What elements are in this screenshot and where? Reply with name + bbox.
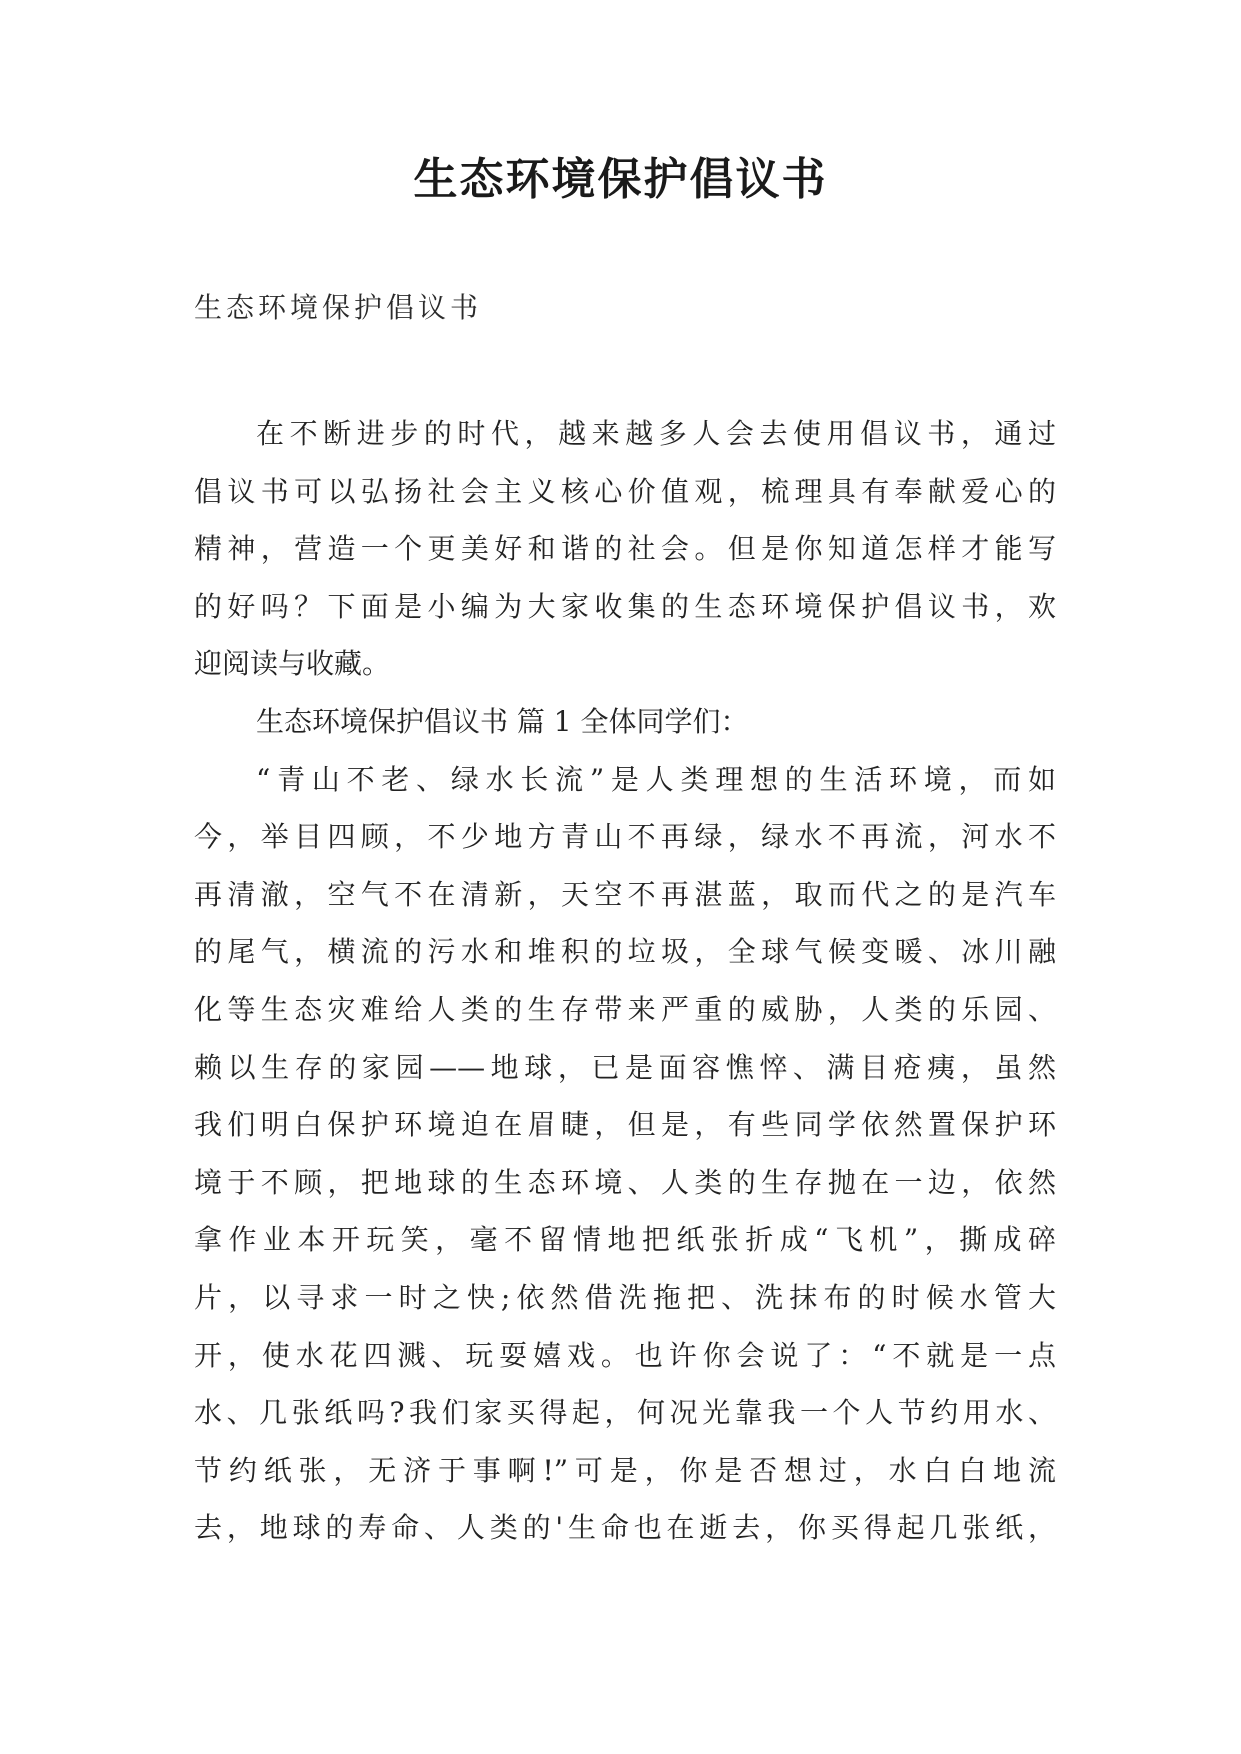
body-line: 水、几张纸吗?我们家买得起，何况光靠我一个人节约用水、 [194,1396,1056,1430]
body-line: 精神，营造一个更美好和谐的社会。但是你知道怎样才能写 [194,532,1056,566]
body-line: 赖以生存的家园——地球，已是面容憔悴、满目疮痍，虽然 [194,1050,1056,1084]
body-line: 的尾气，横流的污水和堆积的垃圾，全球气候变暖、冰川融 [194,935,1056,969]
body-line: 今，举目四顾，不少地方青山不再绿，绿水不再流，河水不 [194,820,1056,854]
body-line: 开，使水花四溅、玩耍嬉戏。也许你会说了：“不就是一点 [194,1338,1056,1372]
body-line: 再清澈，空气不在清新，天空不再湛蓝，取而代之的是汽车 [194,877,1056,911]
body-line: 我们明白保护环境迫在眉睫，但是，有些同学依然置保护环 [194,1108,1056,1142]
body-line: 的好吗？下面是小编为大家收集的生态环境保护倡议书，欢 [194,589,1056,623]
body-line: 境于不顾，把地球的生态环境、人类的生存抛在一边，依然 [194,1165,1056,1199]
body-line: 节约纸张，无济于事啊!”可是，你是否想过，水白白地流 [194,1453,1056,1487]
document-body [194,405,1056,1557]
body-line: 迎阅读与收藏。 [194,647,391,681]
body-line: 倡议书可以弘扬社会主义核心价值观，梳理具有奉献爱心的 [194,474,1056,508]
body-line: 去，地球的寿命、人类的'生命也在逝去，你买得起几张纸， [194,1511,1056,1545]
body-line: “青山不老、绿水长流”是人类理想的生活环境，而如 [256,762,1056,796]
document-subtitle: 生态环境保护倡议书 [194,291,483,324]
body-line: 化等生态灾难给人类的生存带来严重的威胁，人类的乐园、 [194,992,1056,1026]
body-line: 拿作业本开玩笑，毫不留情地把纸张折成“飞机”，撕成碎 [194,1223,1056,1257]
body-line: 在不断进步的时代，越来越多人会去使用倡议书，通过 [256,417,1056,450]
body-line: 生态环境保护倡议书 篇 1 全体同学们： [256,704,749,738]
body-line: 片，以寻求一时之快;依然借洗拖把、洗抹布的时候水管大 [194,1280,1056,1314]
document-title: 生态环境保护倡议书 [413,154,828,205]
